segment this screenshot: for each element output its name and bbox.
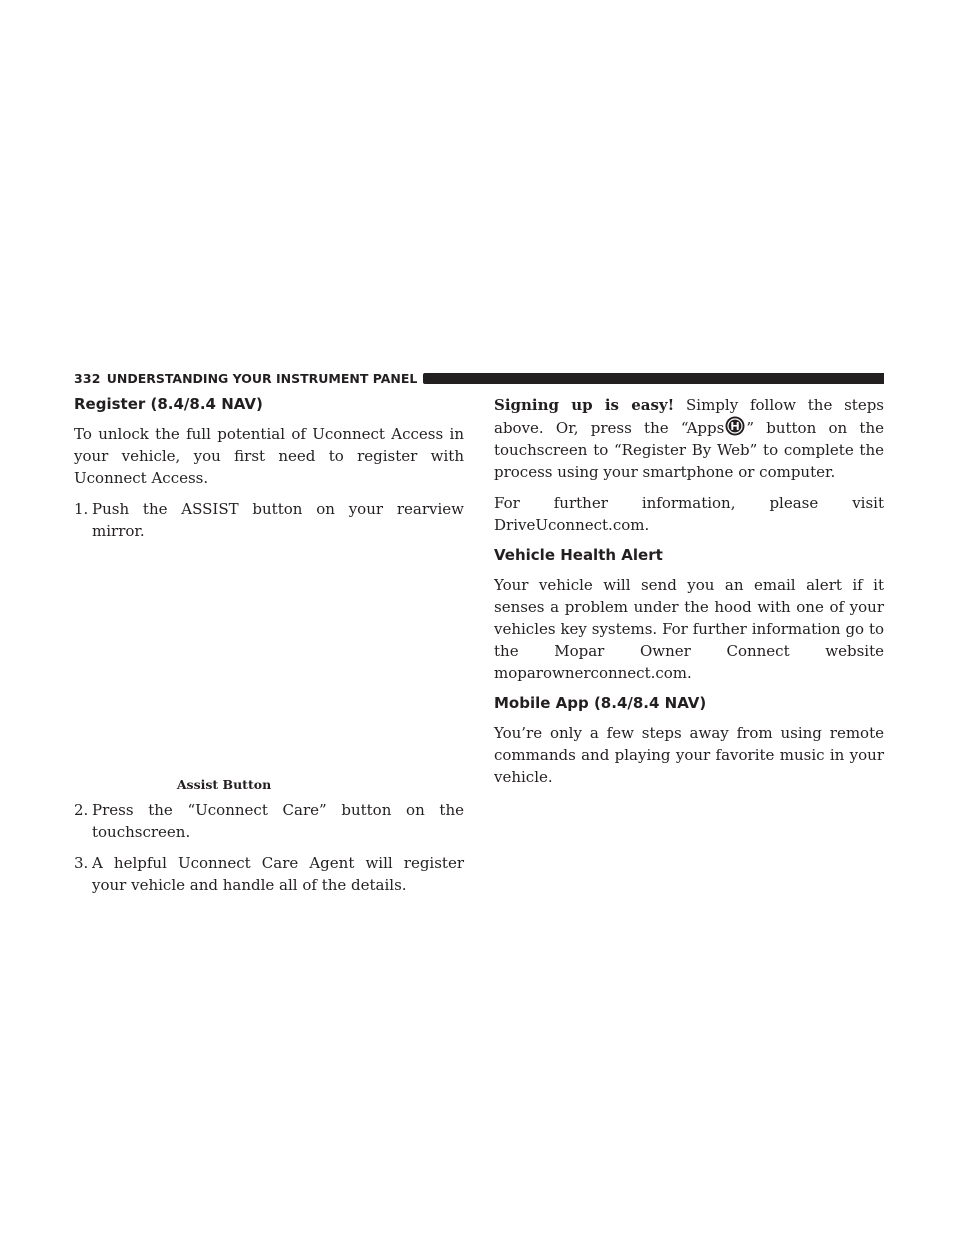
further-info-text: For further information, please visit DriveUconnect.com. bbox=[494, 494, 884, 534]
step-2 bbox=[74, 799, 464, 843]
page-header bbox=[74, 370, 884, 386]
step-1 bbox=[74, 498, 464, 542]
mobile-app-text: You’re only a few steps away from using remote commands and playing your favorite music in your vehicle. bbox=[494, 724, 884, 786]
signup-lead: Signing up is easy! bbox=[494, 396, 675, 414]
mobile-app-heading: Mobile App (8.4/8.4 NAV) bbox=[494, 694, 707, 712]
page-number: 332 bbox=[74, 370, 101, 386]
vehicle-health-text: Your vehicle will send you an email alert if it senses a problem under the hood with one of your vehicles key systems. For further information go to the Mopar Owner Connect website moparownerconnect.com. bbox=[494, 576, 884, 682]
step-3 bbox=[74, 852, 464, 896]
step-2-text: Press the “Uconnect Care” button on the touchscreen. bbox=[92, 801, 464, 841]
header-rule bbox=[423, 373, 884, 384]
apps-icon bbox=[725, 416, 745, 436]
step-1-text: Push the ASSIST button on your rearview mirror. bbox=[92, 500, 464, 540]
signup-text-a: Simply follow the steps above. Or, press the “Apps bbox=[494, 396, 884, 437]
assist-button-image-placeholder bbox=[74, 551, 464, 777]
register-heading: Register (8.4/8.4 NAV) bbox=[74, 395, 263, 413]
register-intro: To unlock the full potential of Uconnect Access in your vehicle, you first need to register with Uconnect Access. bbox=[74, 425, 464, 487]
step-1-number: 1. bbox=[74, 500, 89, 518]
section-title: UNDERSTANDING YOUR INSTRUMENT PANEL bbox=[106, 370, 418, 386]
vehicle-health-heading: Vehicle Health Alert bbox=[494, 546, 663, 564]
signup-paragraph bbox=[494, 394, 884, 483]
left-column bbox=[74, 394, 464, 905]
signup-text-b: ” button on the touchscreen to “Register By Web” to complete the process using your smartphone or computer. bbox=[494, 419, 884, 481]
step-2-number: 2. bbox=[74, 801, 89, 819]
image-caption: Assist Button bbox=[176, 777, 272, 792]
step-3-number: 3. bbox=[74, 854, 89, 872]
right-column bbox=[494, 394, 884, 797]
step-3-text: A helpful Uconnect Care Agent will register your vehicle and handle all of the details. bbox=[92, 854, 464, 894]
